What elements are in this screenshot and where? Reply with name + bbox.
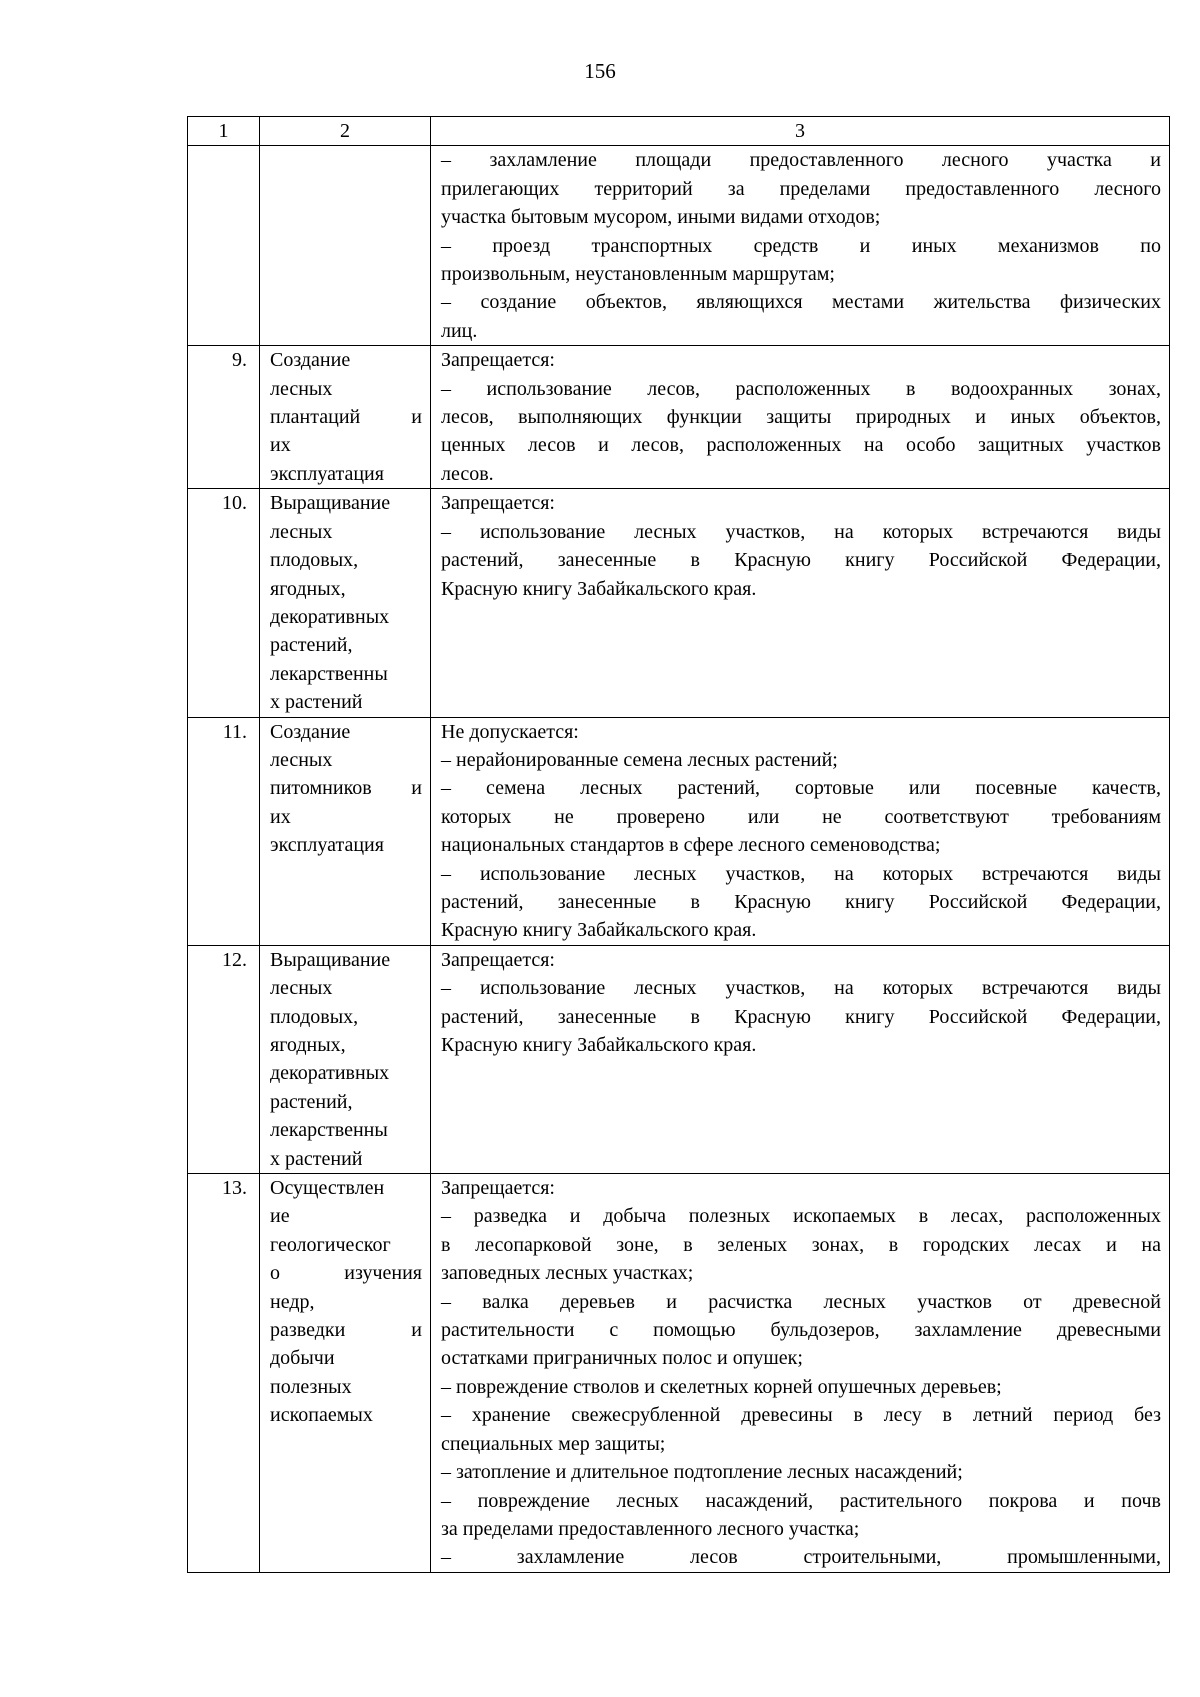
activity-line: декоративных bbox=[270, 605, 390, 628]
requirement-line: лесов, выполняющих функции защиты природных и иных объектов, bbox=[441, 406, 1161, 429]
table-row bbox=[188, 489, 1170, 717]
requirements-cell bbox=[431, 945, 1170, 1173]
header-col-1: 1 bbox=[188, 117, 260, 146]
activity-line: питомников и bbox=[270, 777, 422, 800]
activity-line: лекарственны bbox=[270, 662, 388, 685]
requirement-line: Не допускается: bbox=[441, 720, 579, 743]
requirement-line: национальных стандартов в сфере лесного семеноводства; bbox=[441, 834, 941, 857]
activity-line: Создание bbox=[270, 720, 351, 743]
activity-line: полезных bbox=[270, 1375, 352, 1398]
requirement-line: Запрещается: bbox=[441, 349, 555, 372]
requirement-line: – разведка и добыча полезных ископаемых в лесах, расположенных bbox=[441, 1205, 1161, 1228]
activity-cell bbox=[260, 146, 431, 346]
activity-line: плодовых, bbox=[270, 549, 359, 572]
requirement-line: Запрещается: bbox=[441, 492, 555, 515]
activity-cell bbox=[260, 1174, 431, 1573]
activity-line: растений, bbox=[270, 1090, 353, 1113]
requirement-line: произвольным, неустановленным маршрутам; bbox=[441, 263, 835, 286]
activity-line: декоративных bbox=[270, 1062, 390, 1085]
activity-line: Осуществлен bbox=[270, 1177, 385, 1200]
requirement-line: прилегающих территорий за пределами предоставленного лесного bbox=[441, 177, 1161, 200]
requirement-line: растений, занесенные в Красную книгу Российской Федерации, bbox=[441, 549, 1161, 572]
activity-line: лесных bbox=[270, 377, 333, 400]
activity-cell bbox=[260, 717, 431, 945]
requirement-line: – использование лесных участков, на которых встречаются виды bbox=[441, 520, 1161, 543]
activity-cell bbox=[260, 346, 431, 489]
requirement-line: – захламление площади предоставленного лесного участка и bbox=[441, 149, 1161, 172]
activity-line: х растений bbox=[270, 691, 363, 714]
activity-line: ие bbox=[270, 1205, 290, 1228]
requirement-line: Запрещается: bbox=[441, 1177, 555, 1200]
activity-line: растений, bbox=[270, 634, 353, 657]
restrictions-table bbox=[187, 116, 1170, 1573]
requirement-line: – затопление и длительное подтопление лесных насаждений; bbox=[441, 1461, 963, 1484]
activity-line: х растений bbox=[270, 1147, 363, 1170]
requirement-line: – использование лесов, расположенных в водоохранных зонах, bbox=[441, 377, 1161, 400]
activity-line: их bbox=[270, 434, 291, 457]
row-number: 13. bbox=[188, 1174, 260, 1573]
requirements-cell bbox=[431, 1174, 1170, 1573]
table-row bbox=[188, 945, 1170, 1173]
requirement-line: заповедных лесных участках; bbox=[441, 1262, 694, 1285]
requirement-line: участка бытовым мусором, иными видами отходов; bbox=[441, 206, 881, 229]
requirement-line: остатками приграничных полос и опушек; bbox=[441, 1347, 803, 1370]
requirement-line: – захламление лесов строительными, промышленными, bbox=[441, 1546, 1161, 1569]
requirement-line: растительности с помощью бульдозеров, захламление древесными bbox=[441, 1319, 1161, 1342]
table-row bbox=[188, 717, 1170, 945]
activity-line: лесных bbox=[270, 977, 333, 1000]
requirement-line: растений, занесенные в Красную книгу Российской Федерации, bbox=[441, 1005, 1161, 1028]
requirement-line: – валка деревьев и расчистка лесных участков от древесной bbox=[441, 1290, 1161, 1313]
activity-cell bbox=[260, 489, 431, 717]
table-row bbox=[188, 1174, 1170, 1573]
requirement-line: – использование лесных участков, на которых встречаются виды bbox=[441, 977, 1161, 1000]
requirement-line: лесов. bbox=[441, 462, 494, 485]
requirement-line: Красную книгу Забайкальского края. bbox=[441, 919, 757, 942]
activity-line: плодовых, bbox=[270, 1005, 359, 1028]
requirement-line: Запрещается: bbox=[441, 948, 555, 971]
requirements-cell bbox=[431, 146, 1170, 346]
requirement-line: – повреждение лесных насаждений, растительного покрова и почв bbox=[441, 1489, 1161, 1512]
requirement-line: Красную книгу Забайкальского края. bbox=[441, 577, 757, 600]
activity-line: эксплуатация bbox=[270, 462, 384, 485]
requirement-line: ценных лесов и лесов, расположенных на особо защитных участков bbox=[441, 434, 1161, 457]
requirement-line: растений, занесенные в Красную книгу Российской Федерации, bbox=[441, 890, 1161, 913]
header-col-2: 2 bbox=[260, 117, 431, 146]
activity-line: лесных bbox=[270, 748, 333, 771]
activity-line: их bbox=[270, 805, 291, 828]
row-number: 10. bbox=[188, 489, 260, 717]
activity-line: добычи bbox=[270, 1347, 335, 1370]
header-col-3: 3 bbox=[431, 117, 1170, 146]
requirement-line: – проезд транспортных средств и иных механизмов по bbox=[441, 234, 1161, 257]
table-row bbox=[188, 346, 1170, 489]
table-row bbox=[188, 146, 1170, 346]
requirement-line: – нерайонированные семена лесных растений; bbox=[441, 748, 838, 771]
activity-cell bbox=[260, 945, 431, 1173]
requirements-cell bbox=[431, 717, 1170, 945]
requirement-line: специальных мер защиты; bbox=[441, 1432, 666, 1455]
requirement-line: лиц. bbox=[441, 319, 478, 342]
activity-line: Выращивание bbox=[270, 492, 391, 515]
activity-line: недр, bbox=[270, 1290, 315, 1313]
activity-line: плантаций и bbox=[270, 406, 422, 429]
activity-line: лесных bbox=[270, 520, 333, 543]
activity-line: ягодных, bbox=[270, 1034, 346, 1056]
requirement-line: – повреждение стволов и скелетных корней опушечных деревьев; bbox=[441, 1375, 1002, 1398]
activity-line: лекарственны bbox=[270, 1119, 388, 1142]
requirement-line: – использование лесных участков, на которых встречаются виды bbox=[441, 862, 1161, 885]
page-number: 156 bbox=[584, 59, 616, 83]
row-number: 11. bbox=[188, 717, 260, 945]
requirements-cell bbox=[431, 346, 1170, 489]
activity-line: Создание bbox=[270, 349, 351, 372]
activity-line: ягодных, bbox=[270, 577, 346, 600]
requirement-line: – создание объектов, являющихся местами жительства физических bbox=[441, 291, 1161, 314]
activity-line: разведки и bbox=[270, 1319, 422, 1342]
requirement-line: которых не проверено или не соответствуют требованиям bbox=[441, 805, 1161, 828]
activity-line: Выращивание bbox=[270, 948, 391, 971]
row-number: 12. bbox=[188, 945, 260, 1173]
row-number bbox=[188, 146, 260, 346]
requirement-line: Красную книгу Забайкальского края. bbox=[441, 1034, 757, 1056]
requirement-line: – хранение свежесрубленной древесины в лесу в летний период без bbox=[441, 1404, 1161, 1427]
table-header-row bbox=[188, 117, 1170, 146]
requirement-line: в лесопарковой зоне, в зеленых зонах, в городских лесах и на bbox=[441, 1233, 1161, 1256]
activity-line: о изучения bbox=[270, 1262, 422, 1285]
requirement-line: за пределами предоставленного лесного участка; bbox=[441, 1517, 860, 1540]
activity-line: эксплуатация bbox=[270, 834, 384, 857]
activity-line: геологическог bbox=[270, 1233, 391, 1256]
requirement-line: – семена лесных растений, сортовые или посевные качеств, bbox=[441, 777, 1161, 800]
activity-line: ископаемых bbox=[270, 1404, 373, 1427]
row-number: 9. bbox=[188, 346, 260, 489]
requirements-cell bbox=[431, 489, 1170, 717]
